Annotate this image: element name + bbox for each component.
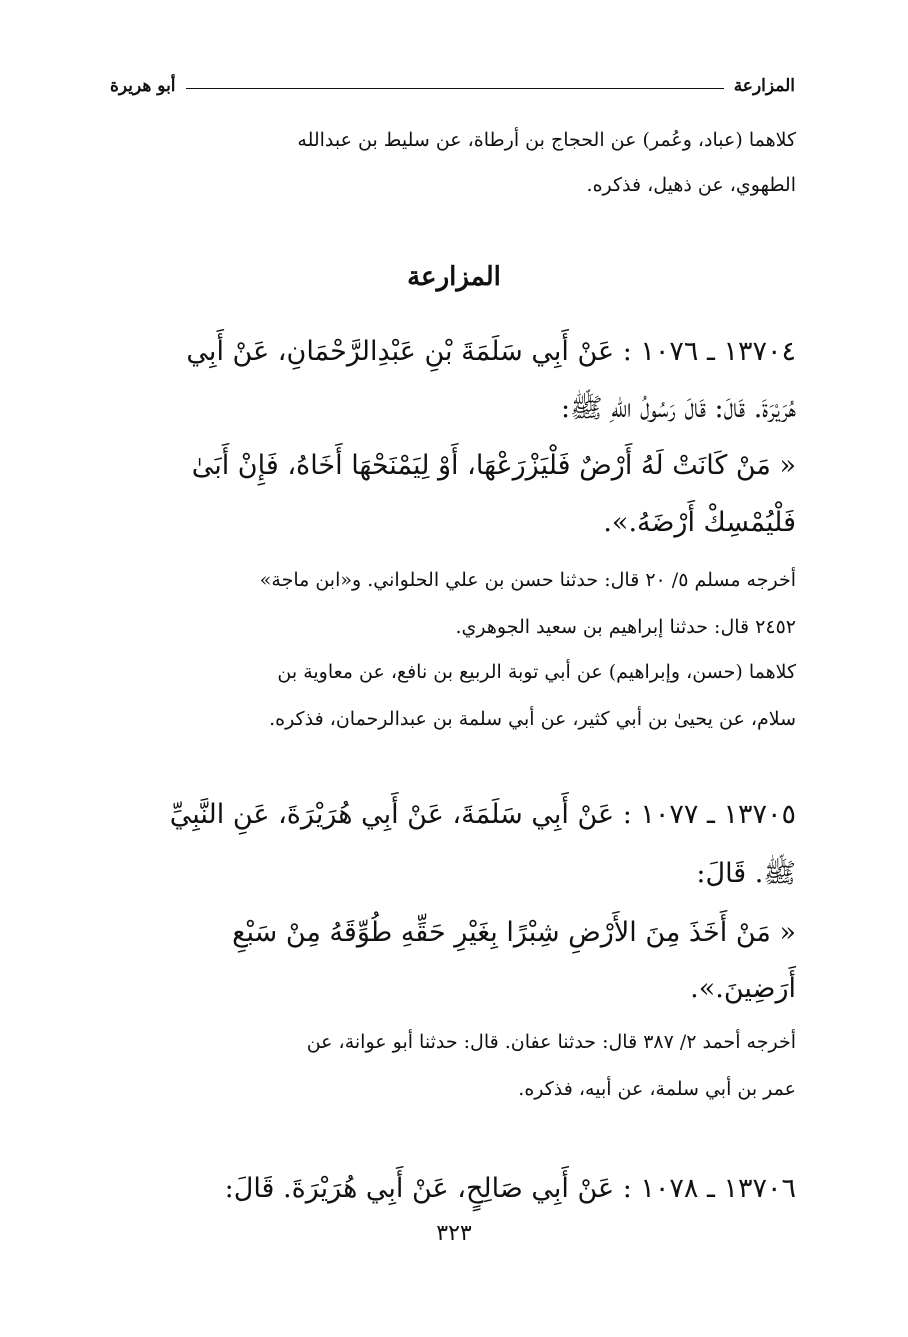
takhrij-1-line-1: أخرجه مسلم ٥/ ٢٠ قال: حدثنا حسن بن علي الحلواني. و«ابن ماجة» xyxy=(259,569,796,591)
header-narrator: أبو هريرة xyxy=(110,76,176,96)
header-chapter: المزارعة xyxy=(733,76,795,96)
takhrij-1-line-2: ٢٤٥٢ قال: حدثنا إبراهيم بن سعيد الجوهري. xyxy=(455,616,796,638)
hadith-2-line-4: أَرَضِينَ.». xyxy=(690,973,796,1004)
hadith-2-line-2: ﷺ. قَالَ: xyxy=(696,858,796,889)
header-rule xyxy=(186,88,724,89)
takhrij-2-line-1: أخرجه أحمد ٢/ ٣٨٧ قال: حدثنا عفان. قال: حدثنا أبو عوانة، عن xyxy=(306,1031,796,1053)
hadith-2-line-3: « مَنْ أَخَذَ مِنَ الأَرْضِ شِبْرًا بِغَيْرِ حَقِّهِ طُوِّقَهُ مِنْ سَبْعِ xyxy=(232,917,796,948)
running-header xyxy=(110,72,795,100)
section-title: المزارعة xyxy=(407,262,501,292)
hadith-1-line-4: فَلْيُمْسِكْ أَرْضَهُ.». xyxy=(603,507,796,538)
hadith-1-line-3: « مَنْ كَانَتْ لَهُ أَرْضٌ فَلْيَزْرَعْهَا، أَوْ لِيَمْنَحْهَا أَخَاهُ، فَإِنْ أَبَىٰ xyxy=(191,450,796,481)
page-number: ٣٢٣ xyxy=(436,1221,472,1246)
hadith-1-line-2: هُرَيْرَةَ. قَالَ: قَالَ رَسُولُ اللهِ ﷺ: xyxy=(560,393,796,424)
takhrij-1-line-4: سلام، عن يحيىٰ بن أبي كثير، عن أبي سلمة بن عبدالرحمان، فذكره. xyxy=(269,708,796,730)
intro-line-2: الطهوي، عن ذهيل، فذكره. xyxy=(586,174,796,196)
hadith-1-line-1: ١٣٧٠٤ ـ ١٠٧٦ : عَنْ أَبِي سَلَمَةَ بْنِ عَبْدِالرَّحْمَانِ، عَنْ أَبِي xyxy=(186,336,796,367)
hadith-2-line-1: ١٣٧٠٥ ـ ١٠٧٧ : عَنْ أَبِي سَلَمَةَ، عَنْ أَبِي هُرَيْرَةَ، عَنِ النَّبِيِّ xyxy=(169,799,796,830)
hadith-3-line-1: ١٣٧٠٦ ـ ١٠٧٨ : عَنْ أَبِي صَالِحٍ، عَنْ أَبِي هُرَيْرَةَ. قَالَ: xyxy=(224,1173,796,1204)
takhrij-2-line-2: عمر بن أبي سلمة، عن أبيه، فذكره. xyxy=(518,1078,796,1100)
intro-line-1: كلاهما (عباد، وعُمر) عن الحجاج بن أرطاة، عن سليط بن عبدالله xyxy=(297,129,796,151)
takhrij-1-line-3: كلاهما (حسن، وإبراهيم) عن أبي توبة الربيع بن نافع، عن معاوية بن xyxy=(277,661,796,683)
